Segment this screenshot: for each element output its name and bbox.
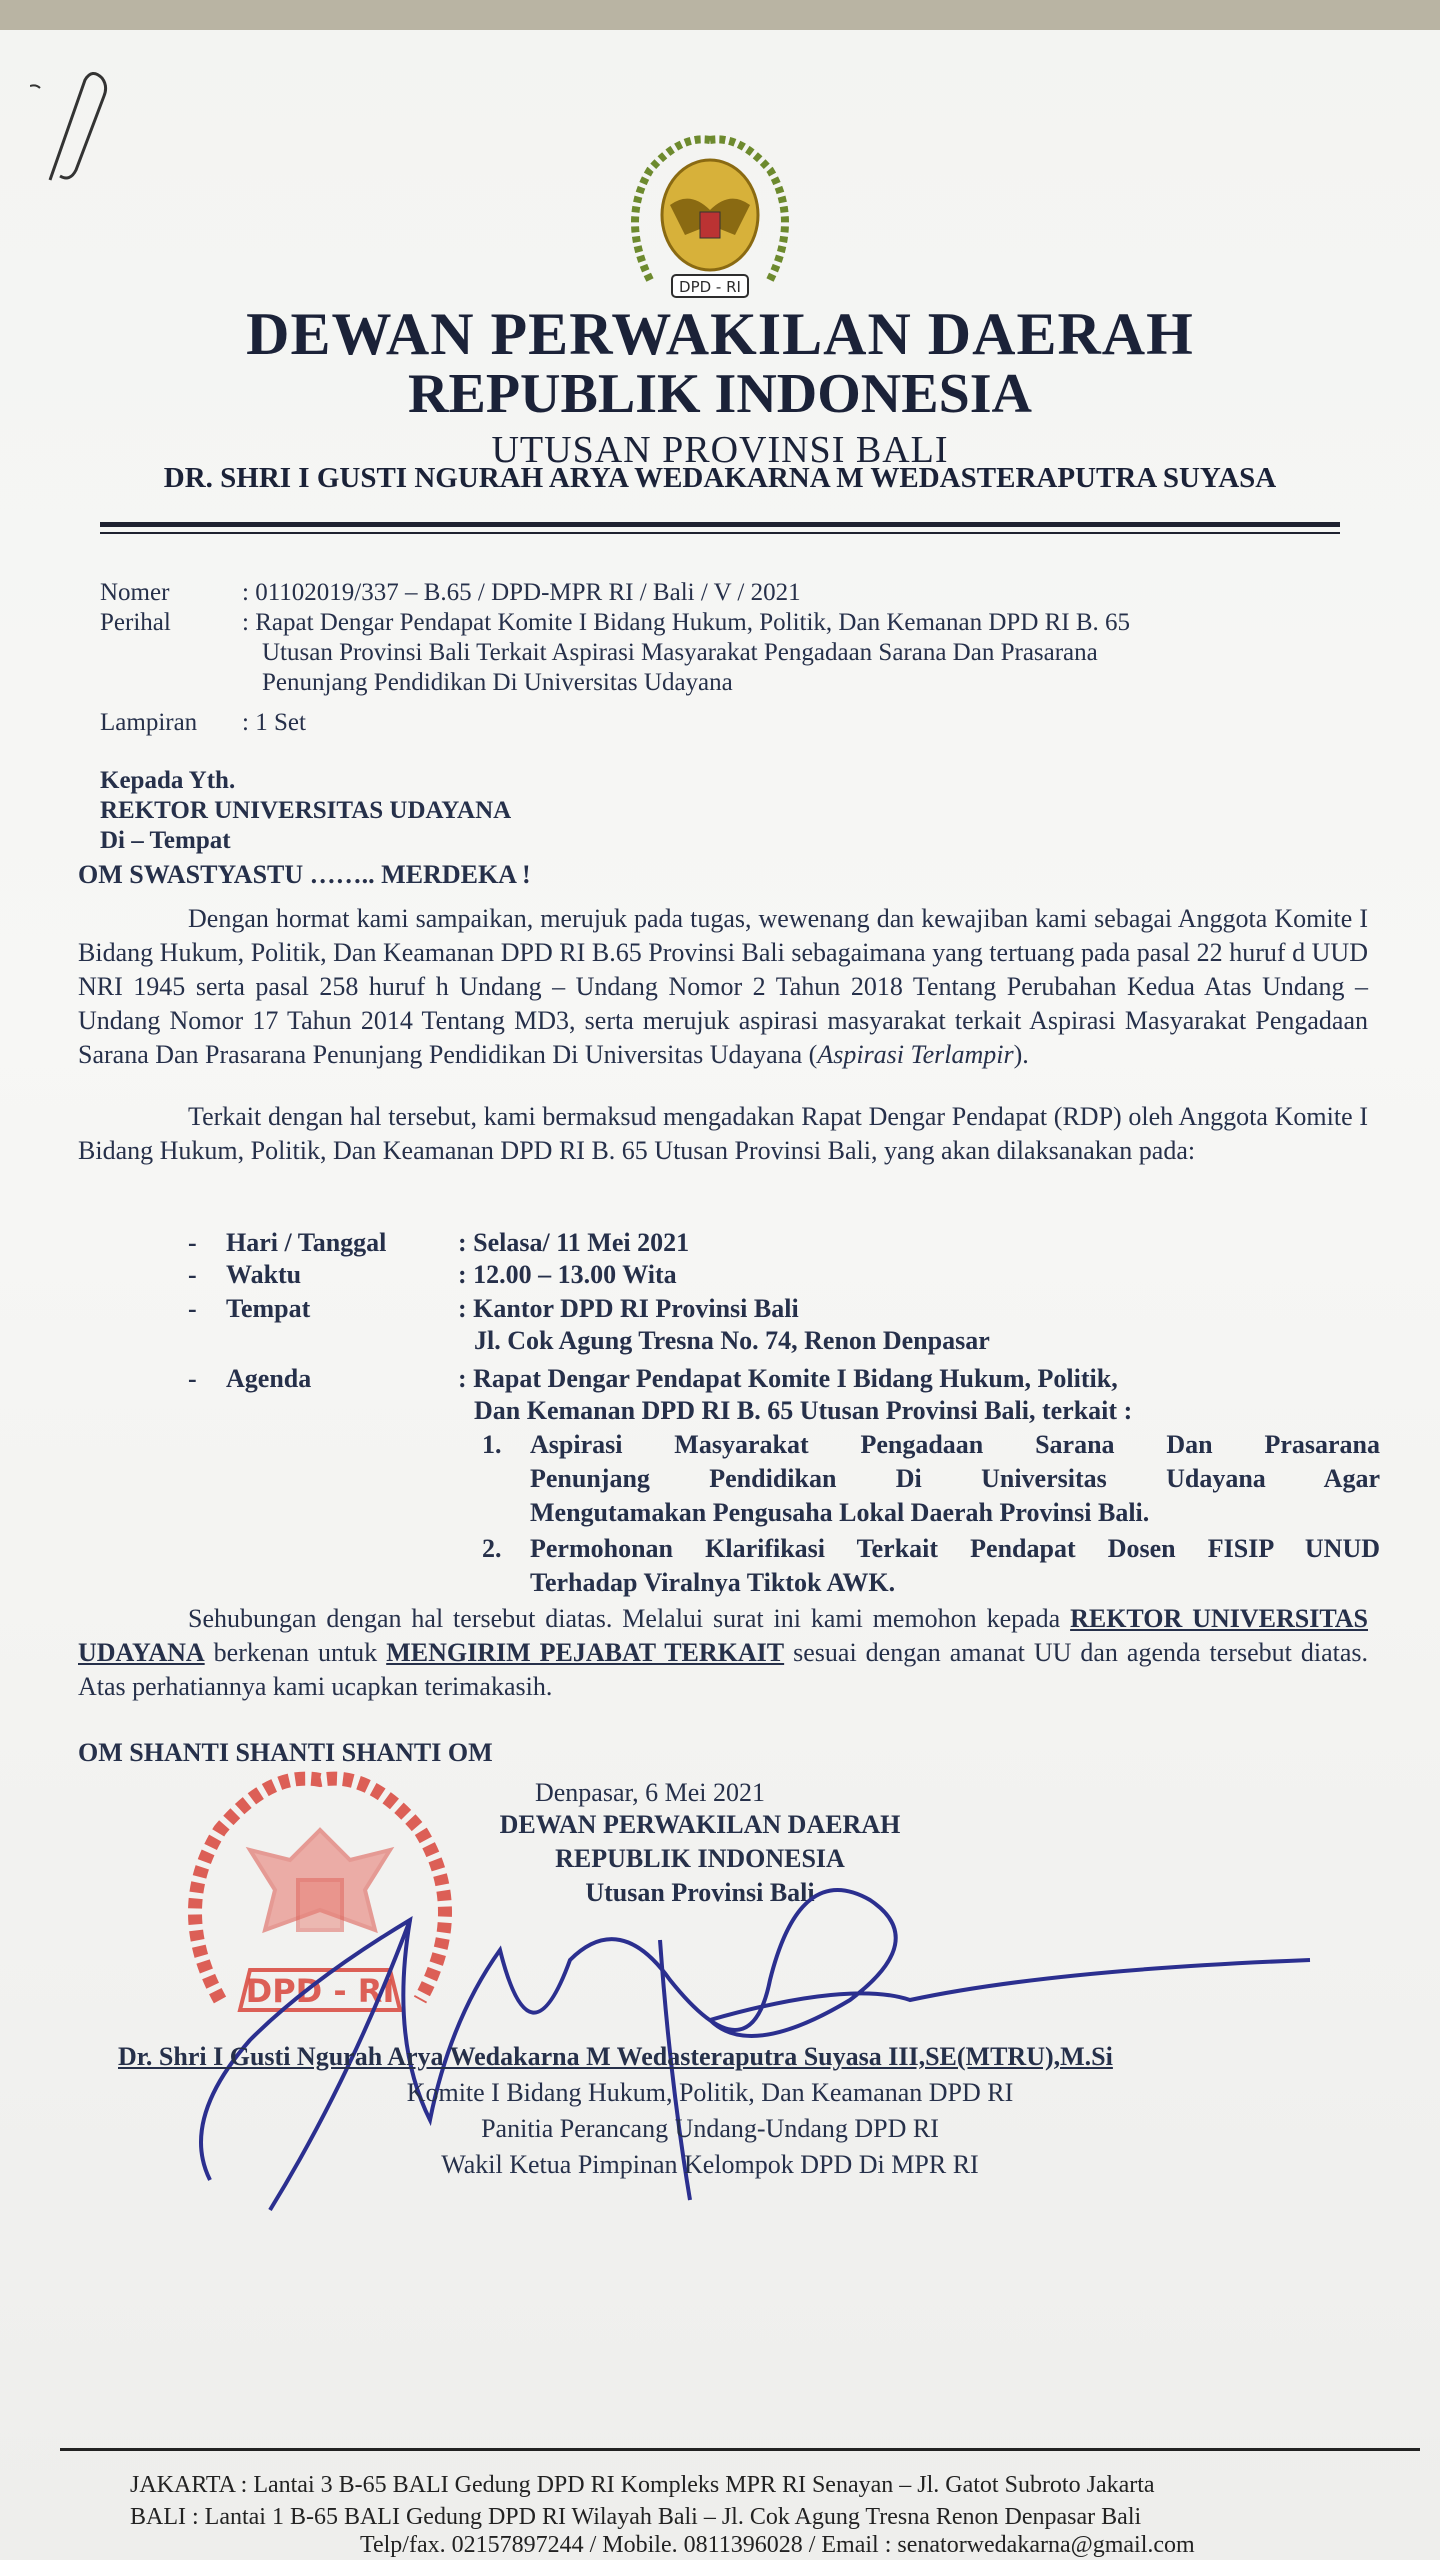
closing-salam: OM SHANTI SHANTI SHANTI OM [78,1738,493,1767]
letter-sheet: DPD - RI DEWAN PERWAKILAN DAERAH REPUBLIK INDONESIA UTUSAN PROVINSI BALI DR. SHRI I GUSTI NGURAH ARYA WEDAKARNA M WEDASTERAPUTRA SUYASA Nomer : 01102019/337 – B.65 / DPD-MPR RI / Bali / V / 2021 Perihal : Rapat Dengar Pendapat Komite I Bidang Hukum, Politik, Dan Kemanan DPD RI B. 65 Utusan Provinsi Bali Terkait Aspirasi Masyarakat Pengadaan Sarana Dan Prasarana Penunjang Pendidikan Di Universitas Udayana Lampiran : 1 Set Kepada Yth. REKTOR UNIVERSITAS UDAYANA Di – Tempat OM SWASTYASTU …….. MERDEKA ! Dengan hormat kami sampaikan, merujuk pada tugas, wewenang dan kewajiban kami sebagai Anggota Komite I Bidang Hukum, Politik, Dan Keamanan DPD RI B.65 Provinsi Bali sebagaimana yang tertuang pada pasal 22 huruf d UUD NRI 1945 serta pasal 258 huruf h Undang – Undang Nomor 2 Tahun 2018 Tentang Perubahan Kedua Atas Undang – Undang Nomor 17 Tahun 2014 Tentang MD3, serta merujuk aspirasi masyarakat terkait Aspirasi Masyarakat Pengadaan Sarana Dan Prasarana Penunjang Pendidikan Di Universitas Udayana (Aspirasi Terlampir). Terkait dengan hal tersebut, kami bermaksud mengadakan Rapat Dengar Pendapat (RDP) oleh Anggota Komite I Bidang Hukum, Politik, Dan Keamanan DPD RI B. 65 Utusan Provinsi Bali, yang akan dilaksanakan pada: - Hari / Tanggal : Selasa/ 11 Mei 2021 - Waktu : 12.00 – 13.00 Wita - Tempat : Kantor DPD RI Provinsi Bali Jl. Cok Agung Tresna No. 74, Renon Denpasar - Agenda : Rapat Dengar Pendapat Komite I Bidang Hukum, Politik, Dan Kemanan DPD RI B. 65 Utusan Provinsi Bali, terkait : 1. Aspirasi Masyarakat Pengadaan Sarana Dan Prasarana Penunjang Pendidikan Di Universitas Udayana Agar Mengutamakan Pengusaha Lokal Daerah Provinsi Bali. 2. Permohonan Klarifikasi Terkait Pendapat Dosen FISIP UNUD Terhadap Viralnya Tiktok AWK. Sehubungan dengan hal tersebut diatas. Melalui surat ini kami memohon kepada REKTOR UNIVERSITAS UDAYANA berkenan untuk MENGIRIM PEJABAT TERKAIT sesuai dengan amanat UU dan agenda tersebut diatas. Atas perhatiannya kami ucapkan terimakasih. OM SHANTI SHANTI SHANTI OM DPD - RI Denpasar, 6 Mei 2021 DEWAN PERWAKILAN DAERAH REPUBLIK INDONESIA Utusan Provinsi Bali Dr. Shri I Gusti Ngurah Arya Wedakarna M Wedasteraputra Suyasa III,SE(MTRU),M.Si Komite I Bidang Hukum, Politik, Dan Keamanan DPD RI Panitia Perancang Undang-Undang DPD RI Wakil Ketua Pimpinan Kelompok DPD Di MPR RI JAKARTA : Lantai 3 B-65 BALI Gedung DPD RI Kompleks MPR RI Senayan – Jl. Gatot Subroto Jakarta BALI : Lantai 1 B-65 BALI Gedung DPD RI Wilayah Bali – Jl. Cok Agung Tresna Renon Denpasar Bali Telp/fax. 02157897244 / Mobile. 0811396028 / Email : senatorwedakarna@gmail.com [0,0,1440,2560]
nomer-label: Nomer [100,579,170,606]
recipient-line-3: Di – Tempat [100,827,231,854]
agenda-item-1-number: 1. [482,1430,502,1459]
paperclip-icon [30,70,120,190]
closing-text-b: berkenan untuk [204,1638,387,1667]
closing-text-a: Sehubungan dengan hal tersebut diatas. Melalui surat ini kami memohon kepada [188,1604,1071,1633]
sig-name: Dr. Shri I Gusti Ngurah Arya Wedakarna M Wedasteraputra Suyasa III,SE(MTRU),M.Si [118,2042,1113,2071]
body-p1-text: Dengan hormat kami sampaikan, merujuk pada tugas, wewenang dan kewajiban kami sebagai Anggota Komite I Bidang Hukum, Politik, Dan Keamanan DPD RI B.65 Provinsi Bali sebagaimana yang tertuang pada pasal 22 huruf d UUD NRI 1945 serta pasal 258 huruf h Undang – Undang Nomor 2 Tahun 2018 Tentang Perubahan Kedua Atas Undang – Undang Nomor 17 Tahun 2014 Tentang MD3, serta merujuk aspirasi masyarakat terkait Aspirasi Masyarakat Pengadaan Sarana Dan Prasarana Penunjang Pendidikan Di Universitas Udayana ( [78,904,1368,1069]
closing-paragraph [78,1602,1368,1704]
header-line-4: DR. SHRI I GUSTI NGURAH ARYA WEDAKARNA M WEDASTERAPUTRA SUYASA [163,462,1277,494]
emblem-label: DPD - RI [679,278,741,296]
agenda-value-2: Dan Kemanan DPD RI B. 65 Utusan Provinsi Bali, terkait : [474,1396,1133,1425]
body-p2-text: Terkait dengan hal tersebut, kami bermaksud mengadakan Rapat Dengar Pendapat (RDP) oleh Anggota Komite I Bidang Hukum, Politik, Dan Keamanan DPD RI B. 65 Utusan Provinsi Bali, yang akan dilaksanakan pada: [78,1102,1368,1165]
perihal-value-3: Penunjang Pendidikan Di Universitas Udayana [262,669,733,696]
sig-place-date: Denpasar, 6 Mei 2021 [534,1778,765,1807]
perihal-label: Perihal [100,609,171,636]
hari-label: Hari / Tanggal [226,1228,387,1257]
agenda-item-1-line-3: Mengutamakan Pengusaha Lokal Daerah Provinsi Bali. [530,1498,1150,1527]
closing-text-c: sesuai dengan amanat UU dan agenda tersebut diatas. Atas perhatiannya kami ucapkan terimakasih. [78,1638,1368,1701]
nomer-value: : 01102019/337 – B.65 / DPD-MPR RI / Bali / V / 2021 [242,579,801,606]
sig-org-2: REPUBLIK INDONESIA [555,1844,845,1873]
perihal-value-2: Utusan Provinsi Bali Terkait Aspirasi Masyarakat Pengadaan Sarana Dan Prasarana [262,639,1098,666]
sig-role-1: Komite I Bidang Hukum, Politik, Dan Keamanan DPD RI [406,2078,1014,2107]
agenda-value-1: : Rapat Dengar Pendapat Komite I Bidang Hukum, Politik, [458,1364,1118,1393]
header-line-2: REPUBLIK INDONESIA [408,363,1032,425]
agenda-item-1-line-2: Penunjang Pendidikan Di Universitas Udayana Agar [530,1464,1380,1493]
lampiran-label: Lampiran [100,709,198,736]
footer-jakarta: JAKARTA : Lantai 3 B-65 BALI Gedung DPD RI Kompleks MPR RI Senayan – Jl. Gatot Subroto Jakarta [130,2472,1155,2498]
dpd-emblem-icon [610,130,810,310]
sig-org-1: DEWAN PERWAKILAN DAERAH [499,1810,901,1839]
waktu-value: : 12.00 – 13.00 Wita [458,1260,677,1289]
agenda-item-2-line-2: Terhadap Viralnya Tiktok AWK. [530,1568,896,1597]
sig-role-3: Wakil Ketua Pimpinan Kelompok DPD Di MPR RI [441,2150,979,2179]
waktu-label: Waktu [226,1260,302,1289]
footer-rule [60,2448,1420,2451]
lampiran-value: : 1 Set [242,709,306,736]
footer-bali: BALI : Lantai 1 B-65 BALI Gedung DPD RI Wilayah Bali – Jl. Cok Agung Tresna Renon Denpasar Bali [130,2504,1142,2530]
agenda-item-2-line-1: Permohonan Klarifikasi Terkait Pendapat Dosen FISIP UNUD [530,1534,1380,1563]
header-rule-thin [100,532,1340,534]
greeting: OM SWASTYASTU …….. MERDEKA ! [78,860,531,889]
agenda-item-2-number: 2. [482,1534,502,1563]
perihal-value-1: : Rapat Dengar Pendapat Komite I Bidang Hukum, Politik, Dan Kemanan DPD RI B. 65 [242,609,1131,636]
agenda-label: Agenda [226,1364,312,1393]
header-line-3: UTUSAN PROVINSI BALI [491,429,949,471]
body-paragraph-2 [78,1100,1368,1168]
top-strip [0,0,1440,30]
footer-contact: Telp/fax. 02157897244 / Mobile. 0811396028 / Email : senatorwedakarna@gmail.com [360,2532,1195,2558]
recipient-line-2: REKTOR UNIVERSITAS UDAYANA [100,797,512,824]
body-p1-italic: Aspirasi Terlampir [817,1040,1014,1069]
recipient-line-1: Kepada Yth. [100,767,236,794]
closing-rektor-underlined: REKTOR UNIVERSITAS UDAYANA [78,1604,1368,1667]
tempat-value-2: Jl. Cok Agung Tresna No. 74, Renon Denpasar [474,1326,990,1355]
sig-role-2: Panitia Perancang Undang-Undang DPD RI [481,2114,939,2143]
body-paragraph-1 [78,902,1368,1072]
header-rule-thick [100,522,1340,527]
body-p1-end: ). [1013,1040,1029,1069]
stamp-label: DPD - RI [245,1972,395,2010]
tempat-label: Tempat [226,1294,311,1323]
hari-value: : Selasa/ 11 Mei 2021 [458,1228,690,1257]
header-line-1: DEWAN PERWAKILAN DAERAH [246,301,1194,367]
closing-pejabat-underlined: MENGIRIM PEJABAT TERKAIT [386,1638,785,1667]
tempat-value-1: : Kantor DPD RI Provinsi Bali [458,1294,799,1323]
agenda-item-1-line-1: Aspirasi Masyarakat Pengadaan Sarana Dan Prasarana [530,1430,1380,1459]
sig-org-3: Utusan Provinsi Bali [585,1878,815,1907]
